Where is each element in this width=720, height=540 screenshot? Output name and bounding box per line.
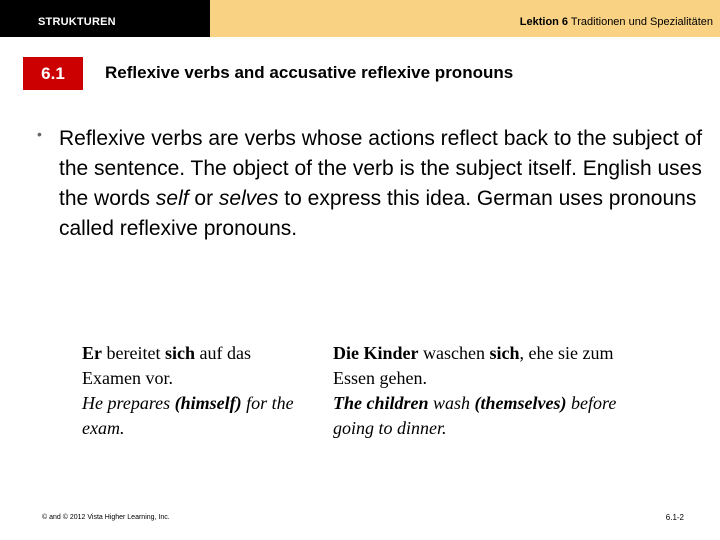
bullet-paragraph (59, 124, 709, 244)
example-2-en-mid: wash (428, 393, 475, 413)
page-number: 6.1-2 (665, 513, 684, 522)
example-2-german (333, 341, 633, 391)
bullet-self-word: self (155, 187, 189, 210)
example-2-subject: Die Kinder (333, 343, 419, 363)
example-1-english (82, 391, 307, 441)
example-1-de-text1: bereitet (102, 343, 165, 363)
lesson-name: Traditionen und Spezialitäten (570, 16, 713, 28)
section-number-badge: 6.1 (23, 57, 83, 90)
example-1-en-bold: (himself) (174, 393, 242, 413)
example-1 (82, 341, 307, 441)
example-1-de-text2: auf das Examen vor. (82, 343, 251, 388)
lesson-prefix: Lektion 6 (519, 16, 569, 28)
section-label: STRUKTUREN (38, 16, 116, 28)
example-1-pronoun: sich (164, 343, 195, 363)
example-2 (333, 341, 633, 441)
example-1-en-text1: He prepares (82, 393, 175, 413)
bullet-icon: • (37, 126, 42, 142)
slide-title: Reflexive verbs and accusative reflexive pronouns (105, 63, 514, 82)
example-2-pronoun: sich (489, 343, 520, 363)
example-2-en-bold: (themselves) (474, 393, 567, 413)
example-2-en-subject: The children (333, 393, 429, 413)
example-2-de-text2: , ehe sie zum Essen gehen. (333, 343, 614, 388)
bullet-selves-word: selves (218, 187, 279, 210)
example-1-german (82, 341, 307, 391)
example-1-subject: Er (82, 343, 102, 363)
bullet-part1: Reflexive verbs are verbs whose actions reflect back to the subject of the sentence. The object of the verb is the subject itself. English uses the words (59, 127, 703, 210)
bullet-part2: to express this idea. German uses pronouns called reflexive pronouns. (59, 187, 697, 240)
example-2-english (333, 391, 633, 441)
example-1-en-text2: for the exam. (82, 393, 294, 438)
header-bar (0, 0, 720, 37)
example-2-en-text2: before going to dinner. (333, 393, 617, 438)
example-2-de-text1: waschen (418, 343, 490, 363)
lesson-title (520, 16, 713, 28)
bullet-or: or (188, 187, 219, 210)
copyright-notice: © and © 2012 Vista Higher Learning, Inc. (42, 514, 170, 521)
